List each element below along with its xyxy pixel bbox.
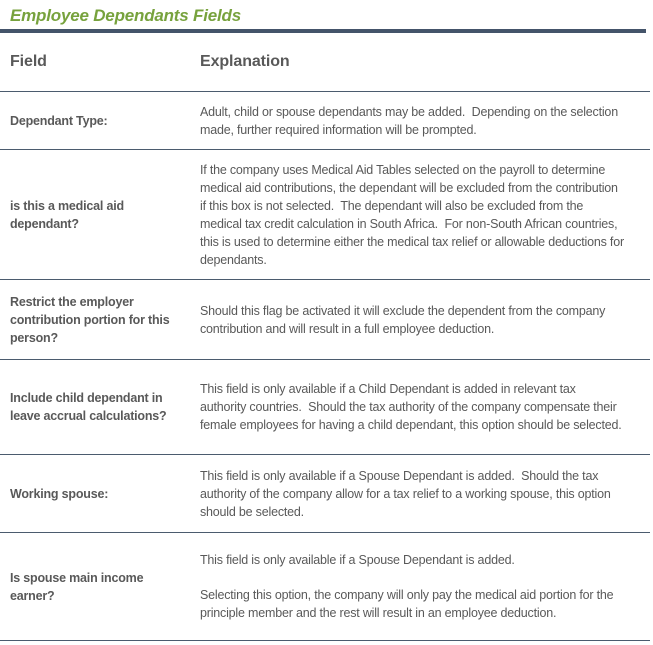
field-label: is this a medical aid dependant? bbox=[10, 198, 124, 231]
table-row bbox=[0, 455, 650, 533]
field-label: Include child dependant in leave accrual calculations? bbox=[10, 391, 167, 423]
fields-table bbox=[0, 33, 650, 641]
field-label: Restrict the employer contribution portion for this person? bbox=[10, 294, 170, 345]
table-row bbox=[0, 150, 650, 280]
explanation-cell bbox=[200, 459, 650, 529]
table-row bbox=[0, 280, 650, 360]
explanation-cell bbox=[200, 95, 650, 147]
explanation-cell bbox=[200, 294, 650, 346]
table-header-row bbox=[0, 33, 650, 92]
column-header-field: Field bbox=[10, 53, 47, 70]
explanation-cell bbox=[200, 543, 650, 630]
field-label: Dependant Type: bbox=[10, 113, 108, 128]
explanation-paragraph: This field is only available if a Child Dependant is added in relevant tax authority countries. Should the tax authority of the company compensate their female employees for having a child dependant, this option should be selected. bbox=[200, 382, 622, 432]
explanation-paragraph: Should this flag be activated it will exclude the dependent from the company contribution and will result in a full employee deduction. bbox=[200, 303, 609, 336]
explanation-paragraph: This field is only available if a Spouse Dependant is added. bbox=[200, 553, 515, 567]
explanation-paragraph: Selecting this option, the company will only pay the medical aid portion for the principle member and the rest will result in an employee deduction. bbox=[200, 588, 617, 620]
page-title: Employee Dependants Fields bbox=[10, 6, 241, 25]
explanation-paragraph: If the company uses Medical Aid Tables selected on the payroll to determine medical aid contributions, the dependant will be excluded from the contribution if this box is not selected. The dependant will also be excluded from the medical tax credit calculation in South Africa. For non-South African countries, this is used to determine either the medical tax relief or allowable deductions for dependants. bbox=[200, 162, 628, 267]
field-label: Working spouse: bbox=[10, 486, 109, 501]
title-bar bbox=[0, 0, 646, 33]
explanation-cell bbox=[200, 372, 650, 442]
table-row bbox=[0, 92, 650, 150]
explanation-paragraph: This field is only available if a Spouse Dependant is added. Should the tax authority of the company allow for a tax relief to a working spouse, this option should be selected. bbox=[200, 468, 614, 519]
column-header-explanation: Explanation bbox=[200, 53, 290, 70]
explanation-paragraph: Adult, child or spouse dependants may be added. Depending on the selection made, further required information will be prompted. bbox=[200, 104, 622, 137]
explanation-cell bbox=[200, 153, 650, 277]
table-row bbox=[0, 360, 650, 455]
table-row bbox=[0, 533, 650, 641]
field-label: Is spouse main income earner? bbox=[10, 570, 144, 603]
